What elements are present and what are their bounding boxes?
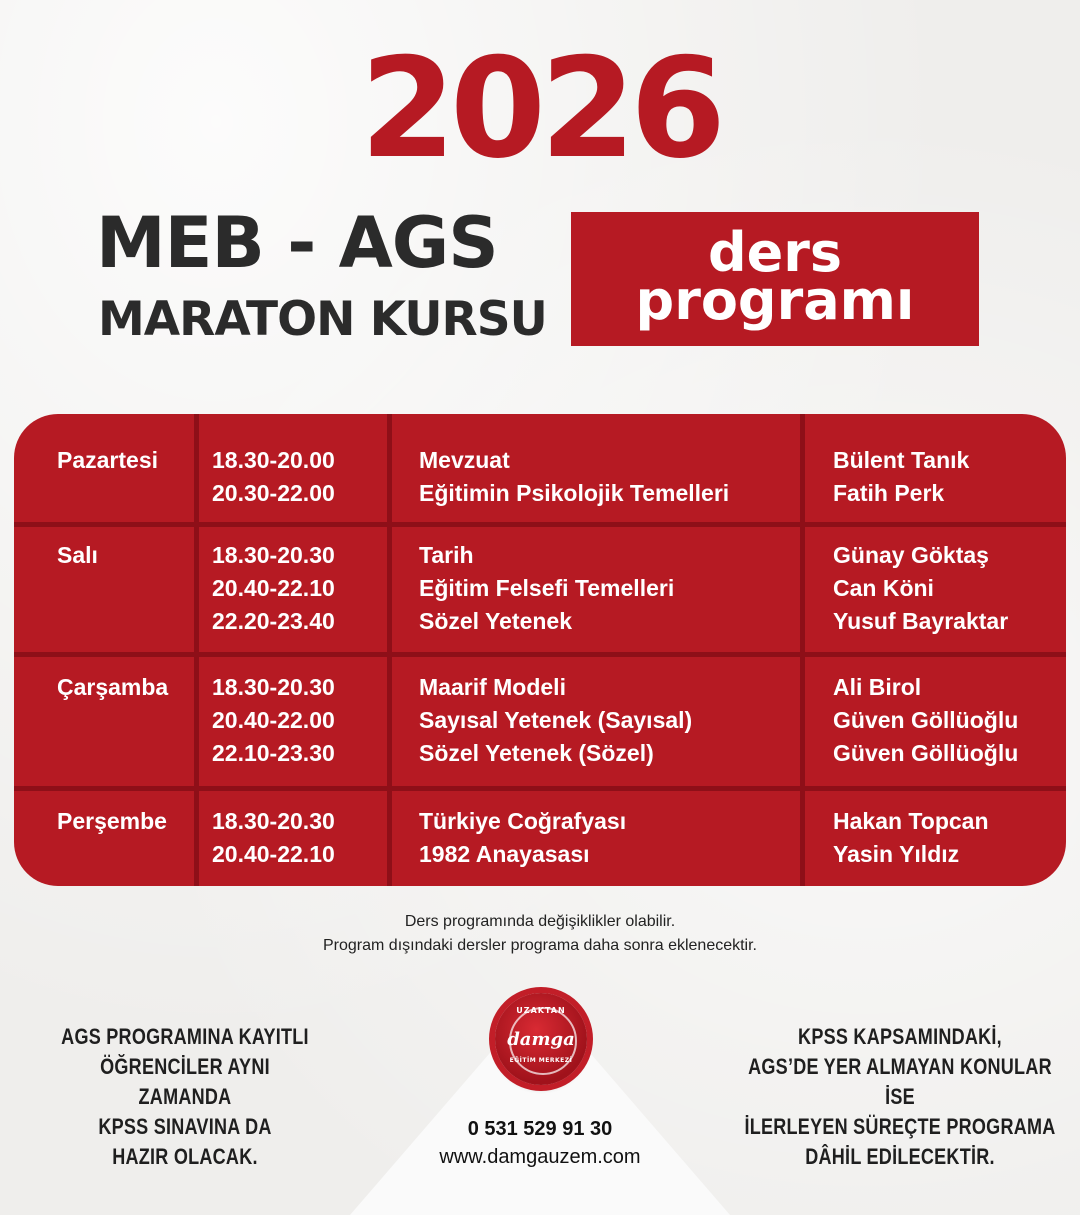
course-line: Türkiye Coğrafyası: [419, 808, 627, 834]
teacher-line: Güven Göllüoğlu: [833, 740, 1019, 766]
time-line: 20.40-22.10: [212, 841, 335, 867]
schedule-table: [14, 414, 1066, 886]
time-line: 20.40-22.00: [212, 707, 335, 733]
time-cell: [212, 444, 335, 510]
year-heading: 2026: [359, 28, 721, 189]
teacher-line: Can Köni: [833, 575, 934, 601]
teacher-line: Ali Birol: [833, 674, 922, 700]
teacher-line: Bülent Tanık: [833, 447, 970, 473]
logo-top-text: UZAKTAN: [516, 1006, 566, 1015]
column-divider: [387, 414, 392, 886]
course-line: Sözel Yetenek: [419, 608, 572, 634]
website-link[interactable]: www.damgauzem.com: [439, 1146, 641, 1168]
day-cell: [57, 444, 158, 477]
column-divider: [800, 414, 805, 886]
time-line: 18.30-20.30: [212, 808, 335, 834]
day-cell: [57, 539, 98, 572]
time-line: 20.30-22.00: [212, 480, 335, 506]
title-line-1: MEB - AGS: [96, 202, 498, 284]
right-info-line: AGS’DE YER ALMAYAN KONULAR İSE: [748, 1054, 1052, 1109]
time-cell: [212, 671, 335, 770]
course-line: Sayısal Yetenek (Sayısal): [419, 707, 693, 733]
course-cell: [419, 805, 626, 871]
row-divider: [14, 652, 1066, 657]
course-line: Eğitim Felsefi Temelleri: [419, 575, 675, 601]
left-info-line: ÖĞRENCİLER AYNI ZAMANDA: [100, 1054, 270, 1109]
day-cell: [57, 671, 168, 704]
left-info-line: KPSS SINAVINA DA: [98, 1114, 272, 1139]
time-line: 18.30-20.00: [212, 447, 335, 473]
note-line-1: Ders programında değişiklikler olabilir.: [404, 913, 676, 930]
teacher-line: Güven Göllüoğlu: [833, 707, 1019, 733]
title-line-2: MARATON KURSU: [98, 292, 547, 347]
left-info-line: AGS PROGRAMINA KAYITLI: [61, 1024, 309, 1049]
day-line: Perşembe: [57, 808, 167, 834]
badge-line-2: programı: [635, 269, 915, 332]
column-divider: [194, 414, 199, 886]
day-line: Çarşamba: [57, 674, 169, 700]
right-info-line: DÂHİL EDİLECEKTİR.: [805, 1144, 995, 1169]
course-line: Maarif Modeli: [419, 674, 566, 700]
row-divider: [14, 786, 1066, 791]
time-line: 22.10-23.30: [212, 740, 335, 766]
time-line: 18.30-20.30: [212, 674, 335, 700]
teacher-cell: [833, 539, 1008, 638]
teacher-cell: [833, 671, 1018, 770]
time-cell: [212, 539, 335, 638]
course-cell: [419, 539, 674, 638]
course-cell: [419, 671, 692, 770]
course-line: Eğitimin Psikolojik Temelleri: [419, 480, 730, 506]
day-line: Salı: [57, 542, 98, 568]
time-line: 20.40-22.10: [212, 575, 335, 601]
teacher-cell: [833, 444, 969, 510]
logo-bottom-text: EĞİTİM MERKEZİ: [509, 1057, 573, 1064]
right-info-line: KPSS KAPSAMINDAKİ,: [798, 1024, 1002, 1049]
teacher-line: Hakan Topcan: [833, 808, 989, 834]
badge-line-1: ders: [707, 221, 843, 284]
teacher-cell: [833, 805, 989, 871]
phone-number[interactable]: 0 531 529 91 30: [467, 1118, 613, 1140]
teacher-line: Yusuf Bayraktar: [833, 608, 1009, 634]
course-line: Mevzuat: [419, 447, 510, 473]
teacher-line: Günay Göktaş: [833, 542, 989, 568]
left-info-line: HAZIR OLACAK.: [112, 1144, 258, 1169]
time-line: 22.20-23.40: [212, 608, 335, 634]
time-cell: [212, 805, 335, 871]
course-line: 1982 Anayasası: [419, 841, 590, 867]
row-divider: [14, 522, 1066, 527]
logo-brand-text: damga: [507, 1029, 575, 1050]
note-line-2: Program dışındaki dersler programa daha sonra eklenecektir.: [323, 937, 757, 954]
course-line: Tarih: [419, 542, 474, 568]
time-line: 18.30-20.30: [212, 542, 335, 568]
damga-logo-seal: [495, 993, 587, 1085]
right-info-line: İLERLEYEN SÜREÇTE PROGRAMA: [744, 1114, 1056, 1139]
ders-programi-badge: [571, 212, 979, 346]
day-line: Pazartesi: [57, 447, 159, 473]
course-line: Sözel Yetenek (Sözel): [419, 740, 654, 766]
teacher-line: Yasin Yıldız: [833, 841, 960, 867]
teacher-line: Fatih Perk: [833, 480, 945, 506]
day-cell: [57, 805, 167, 838]
course-cell: [419, 444, 729, 510]
